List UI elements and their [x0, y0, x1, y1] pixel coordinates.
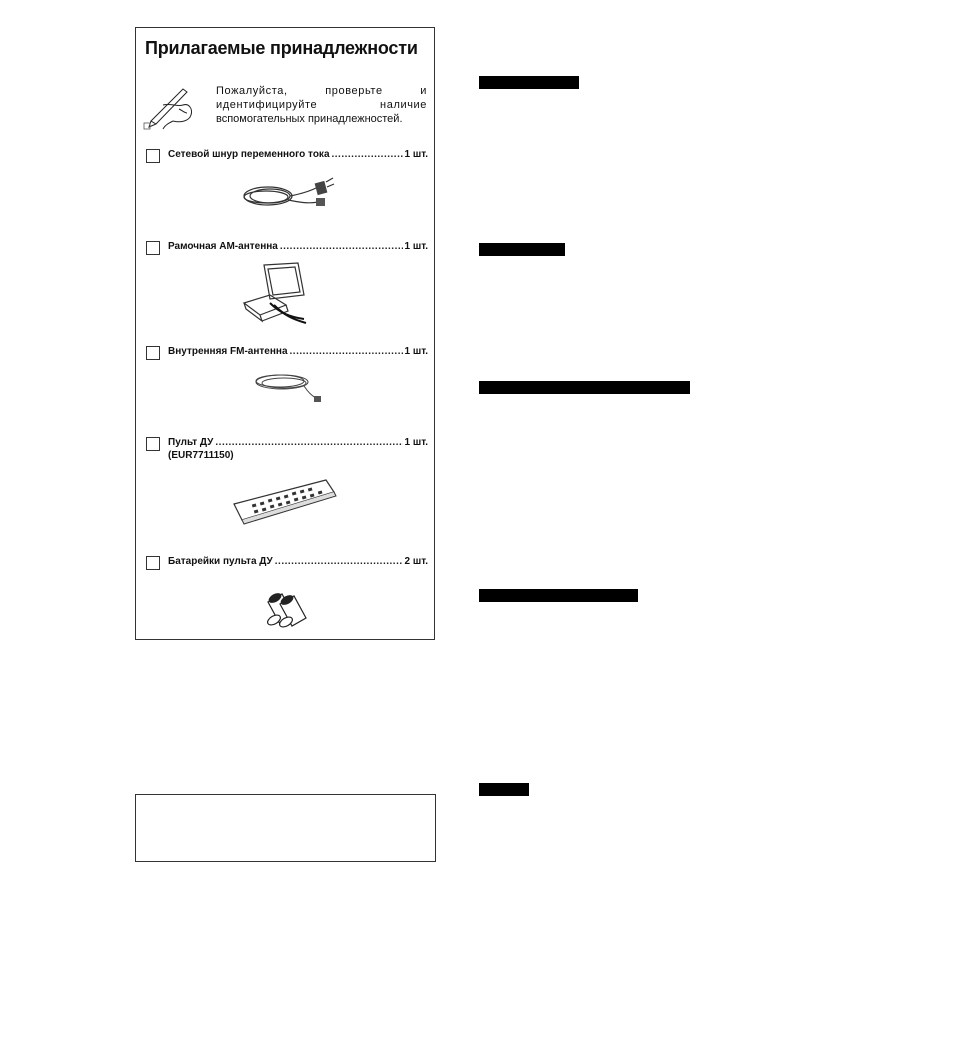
item-qty: 1 шт. [404, 149, 428, 160]
item-checkbox[interactable] [146, 437, 160, 451]
item-name: Внутренняя FM-антенна [168, 346, 288, 357]
item-name: Сетевой шнур переменного тока [168, 149, 330, 160]
item-checkbox[interactable] [146, 346, 160, 360]
note-box [135, 794, 436, 862]
intro-line-3: вспомогательных принадлежностей. [216, 113, 403, 125]
section-heading-bar-4 [479, 589, 638, 602]
item-checkbox[interactable] [146, 556, 160, 570]
item-qty: 1 шт. [404, 241, 428, 252]
ac-power-cord-icon [238, 174, 338, 214]
section-heading-bar-1 [479, 76, 579, 89]
item-checkbox[interactable] [146, 149, 160, 163]
item-checkbox[interactable] [146, 241, 160, 255]
item-qty: 1 шт. [404, 346, 428, 357]
item-name: Батарейки пульта ДУ [168, 556, 273, 567]
intro-text [216, 84, 427, 126]
batteries-icon [260, 590, 310, 630]
fm-indoor-antenna-icon [246, 366, 326, 406]
accessories-panel [135, 27, 435, 640]
section-heading-bar-3 [479, 381, 690, 394]
section-heading-bar-2 [479, 243, 565, 256]
intro-line-2: идентифицируйте наличие [216, 99, 427, 111]
remote-control-icon [230, 476, 340, 526]
item-name: Пульт ДУ [168, 437, 214, 448]
hand-writing-pen-icon [143, 83, 203, 131]
item-qty: 1 шт. [404, 437, 428, 448]
item-model: (EUR7711150) [168, 450, 234, 461]
item-qty: 2 шт. [404, 556, 428, 567]
item-name: Рамочная АМ-антенна [168, 241, 278, 252]
panel-title: Прилагаемые принадлежности [145, 38, 418, 58]
intro-line-1: Пожалуйста, проверьте и [216, 85, 427, 97]
am-loop-antenna-icon [240, 259, 320, 327]
section-heading-bar-5 [479, 783, 529, 796]
